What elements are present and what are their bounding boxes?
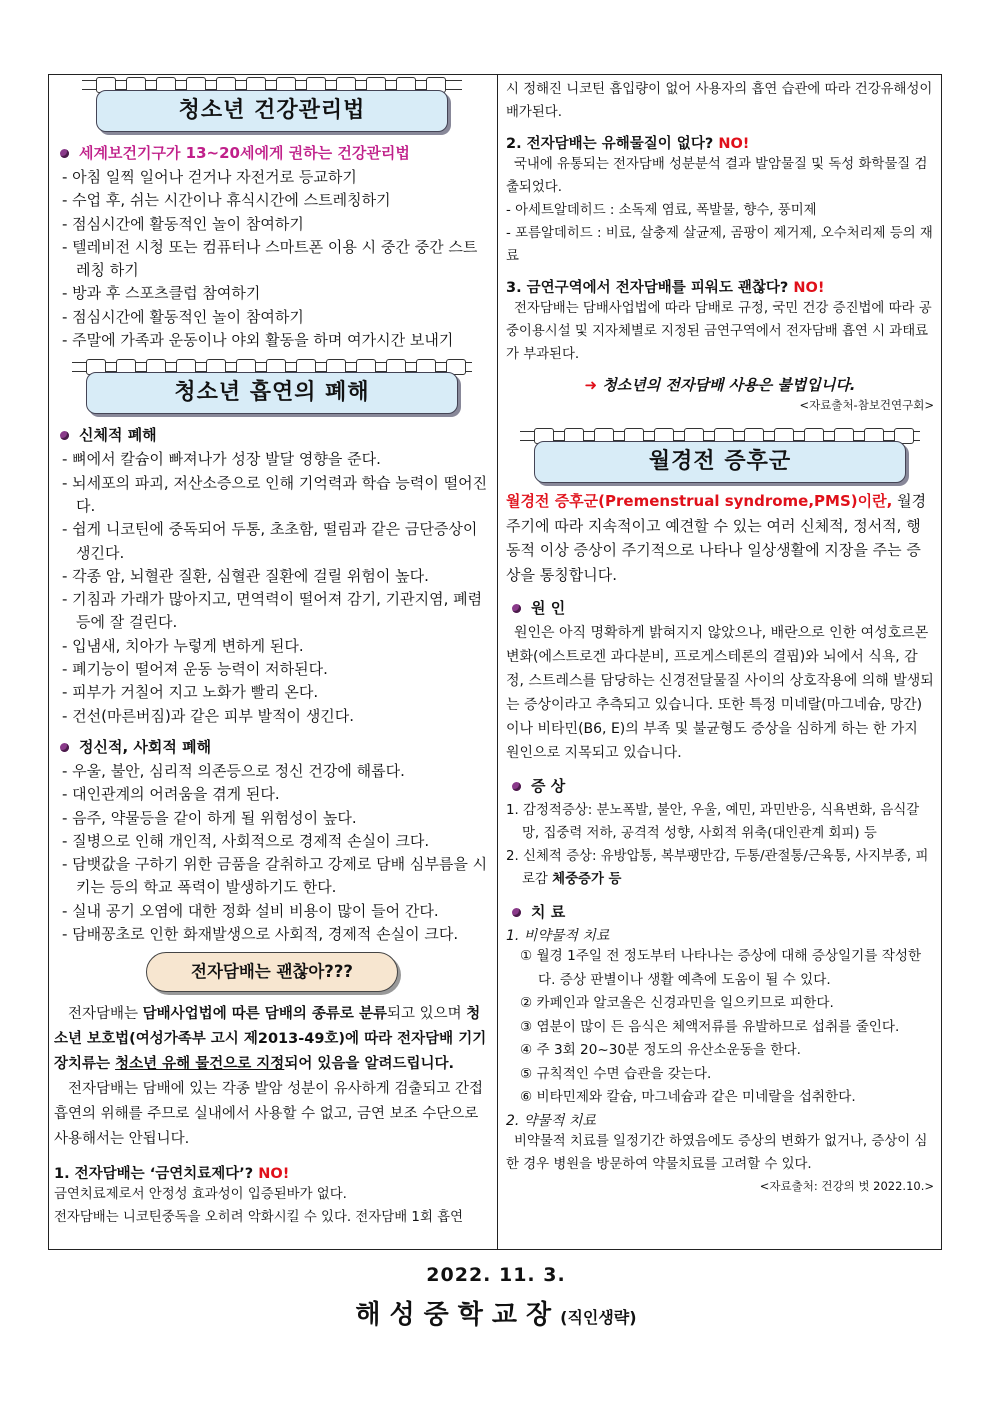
list-item: - 수업 후, 쉬는 시간이나 휴식시간에 스트레칭하기 (62, 191, 391, 210)
list-item: - 음주, 약물등을 같이 하게 될 위험성이 높다. (62, 808, 357, 827)
list-item: ⑤ 규칙적인 수면 습관을 갖는다. (520, 1065, 712, 1082)
treat-1-title: 1. 비약물적 치료 (506, 928, 610, 944)
list-item: - 기침과 가래가 많아지고, 면역력이 떨어져 감기, 기관지염, 폐렴 등에 잘 걸린다. (62, 590, 483, 632)
list-item: - 점심시간에 활동적인 놀이 참여하기 (62, 307, 304, 326)
right-column (506, 74, 934, 1194)
list-item: - 건선(마른버짐)과 같은 피부 발적이 생긴다. (62, 706, 355, 725)
q2-list (506, 199, 934, 268)
scroll-rail (82, 80, 462, 90)
scroll-rail (520, 431, 920, 441)
banner-title: 월경전 증후군 (534, 441, 906, 483)
banner-pms (520, 425, 920, 487)
list-item: - 점심시간에 활동적인 놀이 참여하기 (62, 214, 304, 233)
list-item: ⑥ 비타민제와 칼슘, 마그네슘과 같은 미네랄을 섭취한다. (520, 1089, 856, 1105)
list-item: - 포름알데히드 : 비료, 살충제 살균제, 곰팡이 제거제, 오수처리제 등의 재료 (506, 226, 933, 264)
list-item: - 우울, 불안, 심리적 의존등으로 정신 건강에 해롭다. (62, 761, 405, 780)
mental-heading: 정신적, 사회적 폐해 (60, 736, 490, 757)
list-item: - 아세트알데히드 : 소독제 염료, 폭발물, 향수, 풍미제 (506, 203, 817, 218)
column-divider (497, 74, 498, 1250)
list-item: - 아침 일찍 일어나 걷거나 자전거로 등교하기 (62, 168, 357, 186)
who-heading: 세계보건기구가 13~20세에게 권하는 건강관리법 (60, 142, 490, 163)
list-item: ③ 염분이 많이 든 음식은 체액저류를 유발하므로 섭취를 줄인다. (520, 1018, 900, 1035)
q1-continued: 시 정해진 니코틴 흡입량이 없어 사용자의 흡연 습관에 따라 건강유해성이 배가된다. (506, 82, 933, 120)
q3-text: 전자담배는 담배사업법에 따라 담배로 규정, 국민 건강 증진법에 따라 공중이용시설 및 지자체별로 지정된 금연구역에서 전자담배 흡연 시 과태료가 부과된다. (506, 301, 932, 362)
q1-text-1: 금연치료제로서 안정성 효과성이 입증된바가 없다. (54, 1187, 347, 1203)
list-item: ④ 주 3회 20~30분 정도의 유산소운동을 한다. (520, 1042, 801, 1058)
q1-title: 1. 전자담배는 ‘금연치료제다’? NO! (54, 1166, 290, 1183)
bullet-icon (512, 782, 521, 791)
pms-definition: 월경전 증후군(Premenstrual syndrome,PMS)이란, 월경주기에 따라 지속적이고 예견할 수 있는 여러 신체적, 정서적, 행동적 이상 증상이 주기적으로 나타나 일상생활에 지장을 주는 증상을 통칭합니다. (506, 492, 927, 584)
treat-1-list (506, 945, 934, 1110)
list-item: - 담뱃값을 구하기 위한 금품을 갈취하고 강제로 담배 심부름을 시키는 등의 학교 폭력이 발생하기도 한다. (62, 855, 488, 897)
who-list (54, 166, 490, 352)
issue-date: 2022. 11. 3. (426, 1264, 566, 1286)
bullet-icon (512, 604, 521, 613)
scroll-rail (72, 362, 472, 372)
treat-heading: 치 료 (512, 901, 934, 922)
cause-heading: 원 인 (512, 597, 934, 618)
ecig-paragraph-2: 전자담배는 담배에 있는 각종 발암 성분이 유사하게 검출되고 간접흡연의 위해를 주므로 실내에서 사용할 수 없고, 금연 보조 수단으로 사용해서는 안됩니다. (54, 1081, 484, 1148)
bullet-icon (60, 431, 69, 440)
physical-list (54, 448, 490, 728)
list-item: ① 월경 1주일 전 정도부터 나타나는 증상에 대해 증상일기를 작성한다. 증상 판별이나 생활 예측에 도움이 될 수 있다. (520, 948, 922, 988)
bullet-icon (60, 743, 69, 752)
symptom-1: 1. 감정적증상: 분노폭발, 불안, 우울, 예민, 과민반응, 식욕변화, 음식갈망, 집중력 저하, 공격적 성향, 사회적 위축(대인관계 회피) 등 (506, 803, 920, 841)
principal-signature: 해성중학교장(직인생략) (355, 1300, 637, 1330)
list-item: - 실내 공기 오염에 대한 정화 설비 비용이 많이 들어 간다. (62, 901, 439, 920)
list-item: - 쉽게 니코틴에 중독되어 두통, 초초함, 떨림과 같은 금단증상이 생긴다. (62, 520, 478, 562)
cause-text: 원인은 아직 명확하게 밝혀지지 않았으나, 배란으로 인한 여성호르몬 변화(에스트로겐 과다분비, 프로게스테론의 결핍)와 뇌에서 식욕, 감정, 스트레스를 담당하는 신경전달물질 사이의 상호작용에 의해 발생되는 증상이라고 추측되고 있습니다. 또한 특정 미네랄(마그네슘, 망간)이나 비타민(B6, E)의 부족 및 불균형도 증상을 심하게 하는 한 가지 원인으로 지목되고 있습니다. (506, 625, 934, 761)
physical-heading: 신체적 폐해 (60, 424, 490, 445)
banner-youth-smoking (72, 356, 472, 418)
list-item: - 대인관계의 어려움을 겪게 된다. (62, 785, 280, 804)
illegal-notice: ➜ 청소년의 전자담배 사용은 불법입니다. (584, 376, 856, 394)
list-item: - 텔레비전 시청 또는 컴퓨터나 스마트폰 이용 시 중간 중간 스트레칭 하기 (62, 237, 478, 280)
list-item: - 질병으로 인해 개인적, 사회적으로 경제적 손실이 크다. (62, 831, 430, 850)
q3-title: 3. 금연구역에서 전자담배를 피워도 괜찮다? NO! (506, 280, 825, 296)
symptom-heading: 증 상 (512, 775, 934, 796)
banner-title: 청소년 흡연의 폐해 (86, 372, 458, 414)
list-item: - 담배꽁초로 인한 화재발생으로 사회적, 경제적 손실이 크다. (62, 925, 459, 944)
banner-youth-health (82, 74, 462, 136)
list-item: - 뇌세포의 파괴, 저산소증으로 인해 기억력과 학습 능력이 떨어진다. (62, 473, 488, 515)
q1-text-2: 전자담배는 니코틴중독을 오히려 악화시킬 수 있다. 전자담배 1회 흡연 (54, 1210, 464, 1226)
symptom-2: 2. 신체적 증상: 유방압통, 복부팽만감, 두통/관절통/근육통, 사지부종, 피로감 체중증가 등 (506, 849, 929, 887)
bullet-icon (512, 908, 521, 917)
left-column (54, 74, 490, 1229)
list-item: - 폐기능이 떨어져 운동 능력이 저하된다. (62, 660, 328, 679)
list-item: - 주말에 가족과 운동이나 야외 활동을 하며 여가시간 보내기 (62, 331, 454, 350)
q2-title: 2. 전자담배는 유해물질이 없다? NO! (506, 136, 750, 152)
list-item: ② 카페인과 알코올은 신경과민을 일으키므로 피한다. (520, 995, 834, 1011)
treat-2-text: 비약물적 치료를 일정기간 하였음에도 증상의 변화가 없거나, 증상이 심한 경우 병원을 방문하여 약물치료를 고려할 수 있다. (506, 1133, 928, 1172)
ecig-paragraph-1: 전자담배는 담배사업법에 따른 담배의 종류로 분류되고 있으며 청소년 보호법(여성가족부 고시 제2013-49호)에 따라 전자담배 기기 장치류는 청소년 유해 물건으로 지정되어 있음을 알려드립니다. (54, 1006, 487, 1073)
list-item: - 입냄새, 치아가 누렇게 변하게 된다. (62, 636, 304, 655)
q2-text: 국내에 유통되는 전자담배 성분분석 결과 발암물질 및 독성 화학물질 검출되었다. (506, 157, 928, 195)
list-item: - 방과 후 스포츠클럽 참여하기 (62, 284, 261, 303)
bullet-icon (60, 149, 69, 158)
source-note-1: <자료출처-참보건연구회> (799, 398, 934, 412)
source-note-2: <자료출처: 건강의 벗 2022.10.> (759, 1178, 934, 1193)
banner-title: 청소년 건강관리법 (96, 90, 448, 132)
list-item: - 각종 암, 뇌혈관 질환, 심혈관 질환에 걸릴 위험이 높다. (62, 566, 429, 585)
list-item: - 뼈에서 칼슘이 빠져나가 성장 발달 영향을 준다. (62, 450, 381, 469)
list-item: - 피부가 거칠어 지고 노화가 빨리 온다. (62, 683, 319, 702)
ecig-pill: 전자담배는 괜찮아??? (146, 952, 398, 992)
mental-list (54, 760, 490, 946)
treat-2-title: 2. 약물적 치료 (506, 1112, 596, 1129)
